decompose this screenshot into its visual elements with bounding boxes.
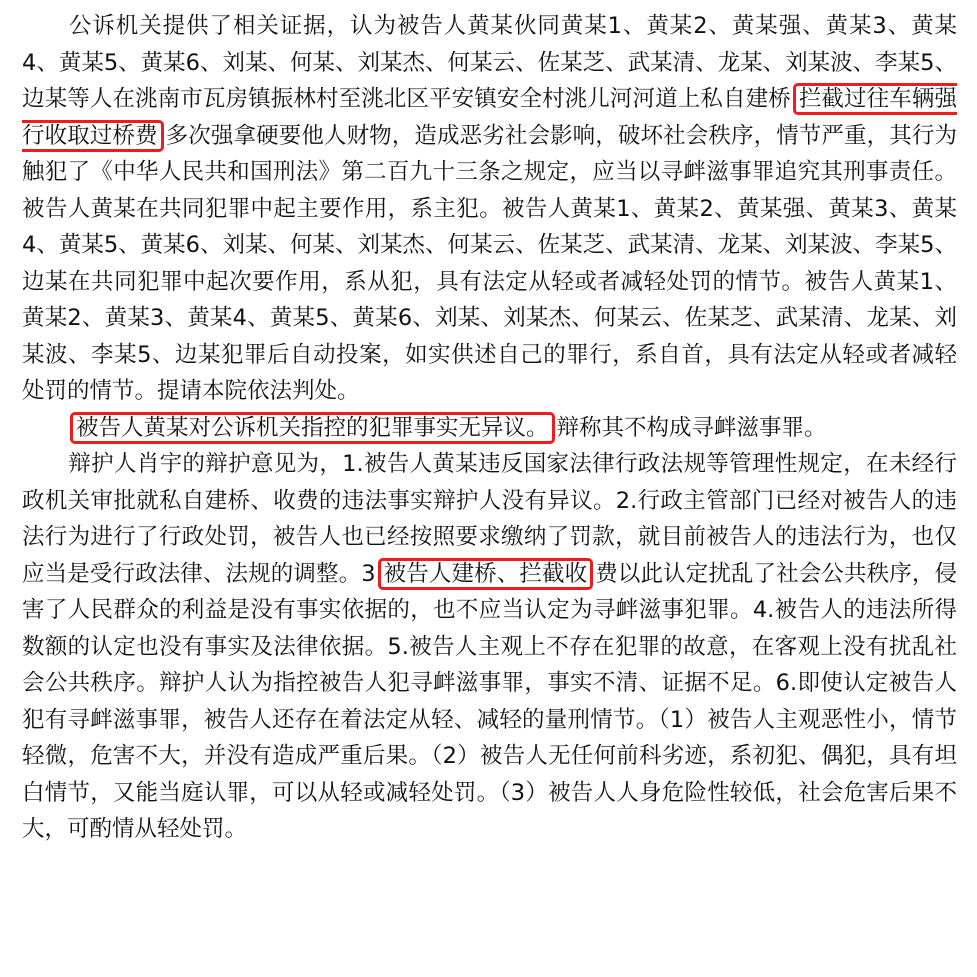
highlighted-phrase: 拦截过往车辆强行收取过桥费: [22, 83, 957, 152]
paragraph-text: 费以此认定扰乱了社会公共秩序，侵害了人民群众的利益是没有事实依据的，也不应当认定为寻衅滋事犯罪。4.被告人的违法所得数额的认定也没有事实及法律依据。5.被告人主观上不存在犯罪的故意，在客观上没有扰乱社会公共秩序。辩护人认为指控被告人犯寻衅滋事罪，事实不清、证据不足。6.即使认定被告人犯有寻衅滋事罪，被告人还存在着法定从轻、减轻的量刑情节。（1）被告人主观恶性小，情节轻微，危害不大，并没有造成严重后果。（2）被告人无任何前科劣迹，系初犯、偶犯，具有坦白情节，又能当庭认罪，可以从轻或减轻处罚。（3）被告人人身危险性较低，社会危害后果不大，可酌情从轻处罚。: [22, 560, 957, 842]
paragraph-defendant-plea: [22, 410, 957, 447]
highlighted-phrase: 被告人建桥、拦截收: [378, 558, 594, 590]
paragraph-text: 辩护人肖宇的辩护意见为，1.被告人黄某违反国家法律行政法规等管理性规定，在未经行政机关审批就私自建桥、收费的违法事实辩护人没有异议。2.行政主管部门已经对被告人的违法行为进行了行政处罚，被告人也已经按照要求缴纳了罚款，就目前被告人的违法行为，也仅应当是受行政法律、法规的调整。3: [22, 451, 957, 587]
paragraph-defense-opinion: [22, 446, 957, 848]
highlighted-phrase: 被告人黄某对公诉机关指控的犯罪事实无异议。: [70, 412, 555, 444]
paragraph-text: 辩称其不构成寻衅滋事罪。: [556, 414, 827, 441]
paragraph-prosecution: [22, 8, 957, 410]
paragraph-text: 公诉机关提供了相关证据，认为被告人黄某伙同黄某1、黄某2、黄某强、黄某3、黄某4、黄某5、黄某6、刘某、何某、刘某杰、何某云、佐某芝、武某清、龙某、刘某波、李某5、边某等人在洮南市瓦房镇振林村至洮北区平安镇安全村洮儿河河道上私自建桥: [22, 13, 957, 112]
document-body: [22, 8, 957, 848]
paragraph-text: 多次强拿硬要他人财物，造成恶劣社会影响，破坏社会秩序，情节严重，其行为触犯了《中华人民共和国刑法》第二百九十三条之规定，应当以寻衅滋事罪追究其刑事责任。被告人黄某在共同犯罪中起主要作用，系主犯。被告人黄某1、黄某2、黄某强、黄某3、黄某4、黄某5、黄某6、刘某、何某、刘某杰、何某云、佐某芝、武某清、龙某、刘某波、李某5、边某在共同犯罪中起次要作用，系从犯，具有法定从轻或者减轻处罚的情节。被告人黄某1、黄某2、黄某3、黄某4、黄某5、黄某6、刘某、刘某杰、何某云、佐某芝、武某清、龙某、刘某波、李某5、边某犯罪后自动投案，如实供述自己的罪行，系自首，具有法定从轻或者减轻处罚的情节。提请本院依法判处。: [22, 122, 957, 404]
